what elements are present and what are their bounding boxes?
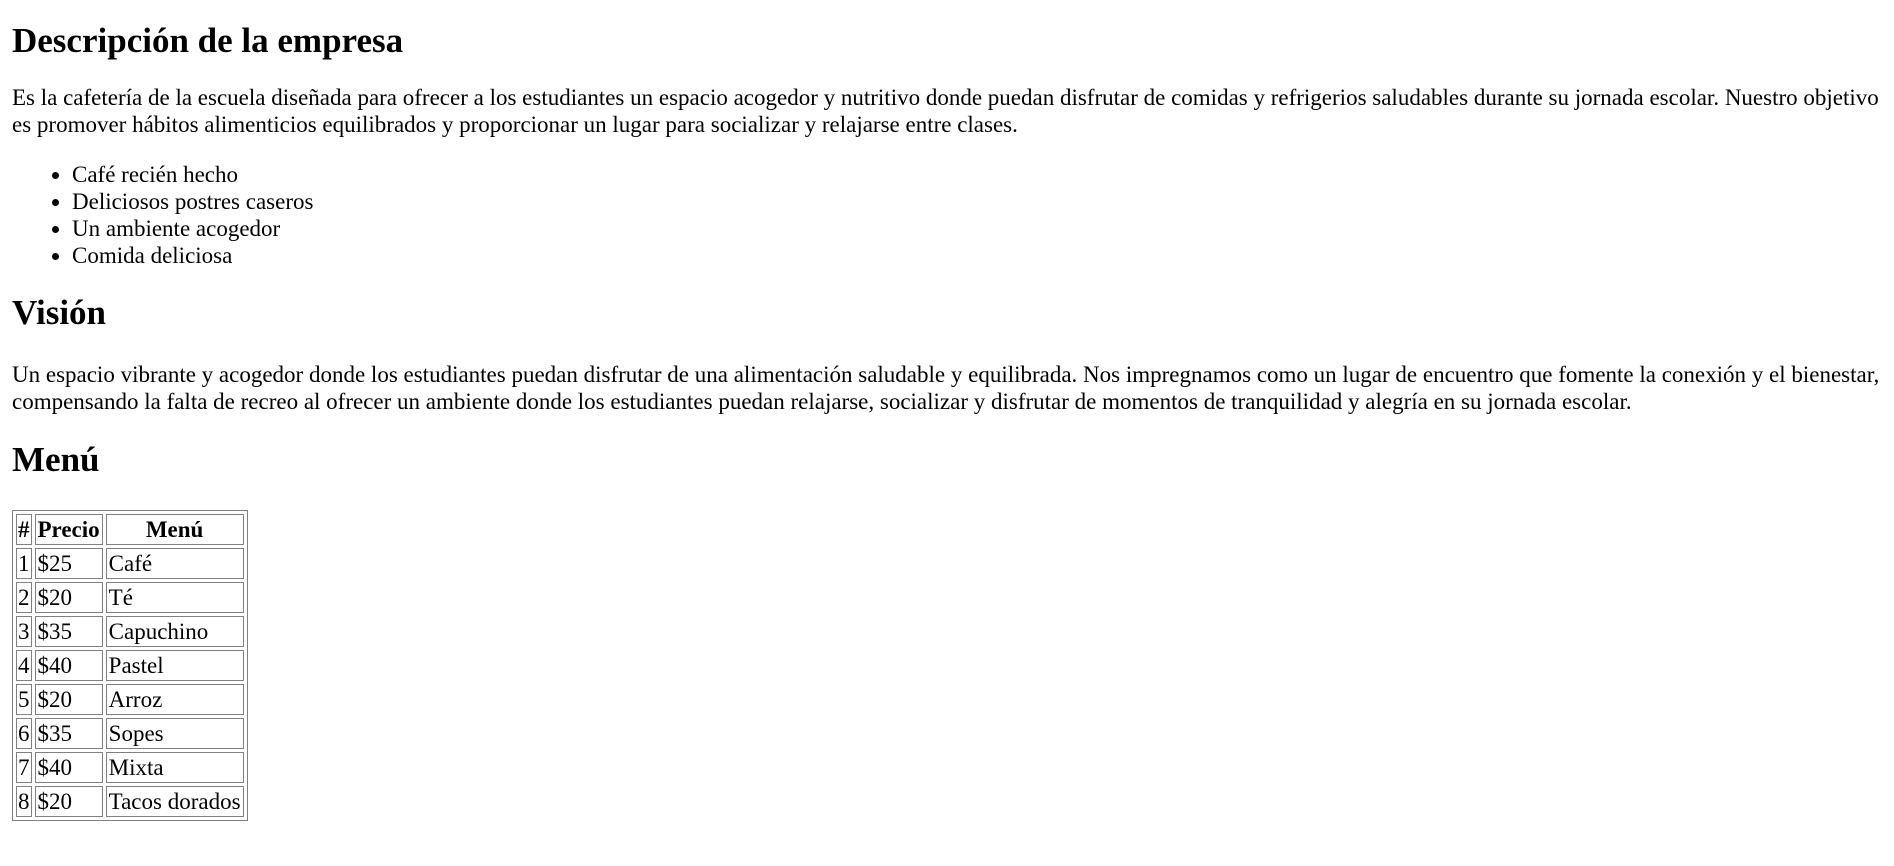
list-item: • Café recién hecho: [72, 161, 1882, 188]
table-row: [16, 548, 244, 579]
table-row: [16, 786, 244, 817]
cell-price: $20: [35, 684, 103, 715]
vision-heading: Visión: [12, 293, 107, 332]
cell-item: Tacos dorados: [106, 786, 244, 817]
cell-item: Té: [106, 582, 244, 613]
list-item: • Comida deliciosa: [72, 242, 1882, 269]
cell-price: $20: [35, 582, 103, 613]
table-row: [16, 582, 244, 613]
table-header-row: [16, 514, 244, 545]
cell-item: Sopes: [106, 718, 244, 749]
menu-heading: Menú: [12, 440, 100, 479]
cell-item: Mixta: [106, 752, 244, 783]
menu-table: [12, 510, 248, 821]
table-row: [16, 718, 244, 749]
header-menu: Menú: [106, 514, 244, 545]
table-row: [16, 650, 244, 681]
cell-number: 3: [16, 616, 32, 647]
table-row: [16, 684, 244, 715]
cell-number: 4: [16, 650, 32, 681]
cell-number: 1: [16, 548, 32, 579]
cell-price: $35: [35, 718, 103, 749]
cell-price: $40: [35, 650, 103, 681]
header-number: #: [16, 514, 32, 545]
cell-item: Café: [106, 548, 244, 579]
table-row: [16, 616, 244, 647]
cell-item: Capuchino: [106, 616, 244, 647]
cell-price: $40: [35, 752, 103, 783]
table-row: [16, 752, 244, 783]
cell-price: $35: [35, 616, 103, 647]
description-heading: Descripción de la empresa: [12, 21, 404, 60]
cell-price: $20: [35, 786, 103, 817]
cell-number: 2: [16, 582, 32, 613]
vision-text: Un espacio vibrante y acogedor donde los estudiantes puedan disfrutar de una alimentación saludable y equilibrada. Nos impregnamos como un lugar de encuentro que fomente la conexión y el bienestar, compensando la falta de recreo al ofrecer un ambiente donde los estudiantes puedan relajarse, socializar y disfrutar de momentos de tranquilidad y alegría en su jornada escolar.: [12, 362, 1880, 414]
cell-item: Pastel: [106, 650, 244, 681]
cell-price: $25: [35, 548, 103, 579]
list-item: • Un ambiente acogedor: [72, 215, 1882, 242]
features-list: [12, 161, 1882, 269]
cell-number: 7: [16, 752, 32, 783]
cell-number: 5: [16, 684, 32, 715]
list-item: • Deliciosos postres caseros: [72, 188, 1882, 215]
cell-number: 6: [16, 718, 32, 749]
description-text: Es la cafetería de la escuela diseñada para ofrecer a los estudiantes un espacio acogedor y nutritivo donde puedan disfrutar de comidas y refrigerios saludables durante su jornada escolar. Nuestro objetivo es promover hábitos alimenticios equilibrados y proporcionar un lugar para socializar y relajarse entre clases.: [12, 85, 1879, 137]
header-price: Precio: [35, 514, 103, 545]
cell-item: Arroz: [106, 684, 244, 715]
cell-number: 8: [16, 786, 32, 817]
